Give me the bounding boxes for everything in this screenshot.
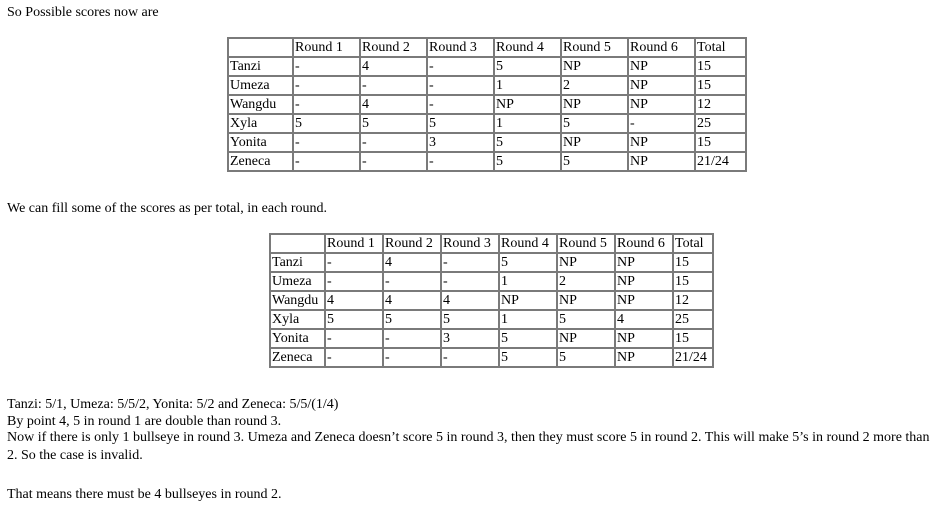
header-cell: Total	[695, 38, 746, 57]
score-cell: -	[441, 272, 499, 291]
score-cell: -	[427, 95, 494, 114]
header-row	[228, 38, 746, 57]
score-cell: NP	[615, 253, 673, 272]
score-cell: -	[360, 133, 427, 152]
header-cell: Round 3	[441, 234, 499, 253]
score-cell: 3	[441, 329, 499, 348]
score-cell: 1	[499, 272, 557, 291]
score-cell: 1	[494, 114, 561, 133]
header-row	[270, 234, 713, 253]
score-cell: 1	[499, 310, 557, 329]
table-row	[228, 95, 746, 114]
score-cell: 5	[293, 114, 360, 133]
score-cell: 25	[673, 310, 713, 329]
score-cell: -	[383, 272, 441, 291]
score-cell: 3	[427, 133, 494, 152]
score-cell: -	[325, 272, 383, 291]
intro-heading: So Possible scores now are	[7, 5, 159, 20]
score-cell: 4	[325, 291, 383, 310]
score-combinations-text: Tanzi: 5/1, Umeza: 5/5/2, Yonita: 5/2 and Zeneca: 5/5/(1/4)	[7, 397, 339, 412]
score-cell: NP	[628, 133, 695, 152]
score-cell: -	[293, 133, 360, 152]
score-cell: NP	[628, 152, 695, 171]
score-cell: 5	[383, 310, 441, 329]
table-row	[228, 114, 746, 133]
player-name-cell: Umeza	[228, 76, 293, 95]
filled-scores-table	[269, 233, 714, 368]
score-cell: -	[360, 76, 427, 95]
score-cell: NP	[628, 57, 695, 76]
score-cell: NP	[557, 253, 615, 272]
score-cell: -	[325, 329, 383, 348]
score-cell: 25	[695, 114, 746, 133]
player-name-cell: Zeneca	[270, 348, 325, 367]
player-name-cell: Tanzi	[270, 253, 325, 272]
possible-scores-table	[227, 37, 747, 172]
score-cell: NP	[557, 291, 615, 310]
score-cell: -	[293, 152, 360, 171]
score-cell: 5	[499, 253, 557, 272]
header-cell-blank	[270, 234, 325, 253]
player-name-cell: Yonita	[228, 133, 293, 152]
score-cell: 5	[441, 310, 499, 329]
score-cell: NP	[615, 272, 673, 291]
player-name-cell: Yonita	[270, 329, 325, 348]
score-cell: 12	[673, 291, 713, 310]
player-name-cell: Tanzi	[228, 57, 293, 76]
score-cell: 1	[494, 76, 561, 95]
score-cell: 5	[499, 348, 557, 367]
score-cell: 5	[557, 348, 615, 367]
table-row	[228, 133, 746, 152]
score-cell: -	[427, 57, 494, 76]
player-name-cell: Xyla	[270, 310, 325, 329]
header-cell: Round 1	[293, 38, 360, 57]
score-cell: 4	[360, 57, 427, 76]
score-cell: 15	[695, 76, 746, 95]
score-cell: 4	[441, 291, 499, 310]
score-cell: 15	[673, 272, 713, 291]
score-cell: 4	[383, 253, 441, 272]
conclusion-text: That means there must be 4 bullseyes in round 2.	[7, 487, 282, 502]
score-cell: 5	[561, 152, 628, 171]
score-cell: -	[383, 329, 441, 348]
score-cell: -	[360, 152, 427, 171]
player-name-cell: Xyla	[228, 114, 293, 133]
header-cell: Round 6	[628, 38, 695, 57]
score-cell: NP	[628, 95, 695, 114]
table-row	[270, 291, 713, 310]
score-cell: -	[325, 253, 383, 272]
score-cell: 5	[494, 133, 561, 152]
score-cell: 5	[499, 329, 557, 348]
header-cell: Round 5	[561, 38, 628, 57]
fill-scores-heading: We can fill some of the scores as per total, in each round.	[7, 201, 327, 216]
score-cell: NP	[615, 291, 673, 310]
table-row	[270, 310, 713, 329]
score-cell: 15	[673, 329, 713, 348]
score-cell: NP	[561, 95, 628, 114]
player-name-cell: Wangdu	[228, 95, 293, 114]
table-row	[270, 329, 713, 348]
score-cell: -	[383, 348, 441, 367]
score-cell: 15	[695, 133, 746, 152]
score-cell: 5	[494, 57, 561, 76]
score-cell: -	[427, 76, 494, 95]
point-4-text: By point 4, 5 in round 1 are double than round 3.	[7, 414, 282, 429]
score-cell: -	[427, 152, 494, 171]
player-name-cell: Zeneca	[228, 152, 293, 171]
score-cell: NP	[561, 133, 628, 152]
player-name-cell: Umeza	[270, 272, 325, 291]
score-cell: NP	[494, 95, 561, 114]
table-row	[228, 152, 746, 171]
header-cell: Round 3	[427, 38, 494, 57]
table-row	[228, 57, 746, 76]
score-cell: 5	[360, 114, 427, 133]
header-cell: Round 1	[325, 234, 383, 253]
score-cell: 4	[360, 95, 427, 114]
header-cell: Round 4	[499, 234, 557, 253]
score-cell: 5	[427, 114, 494, 133]
score-cell: 5	[557, 310, 615, 329]
score-cell: NP	[615, 348, 673, 367]
score-cell: 4	[615, 310, 673, 329]
score-cell: 5	[561, 114, 628, 133]
score-cell: NP	[615, 329, 673, 348]
score-cell: NP	[561, 57, 628, 76]
score-cell: -	[293, 57, 360, 76]
player-name-cell: Wangdu	[270, 291, 325, 310]
score-cell: NP	[499, 291, 557, 310]
score-cell: -	[628, 114, 695, 133]
score-cell: 21/24	[695, 152, 746, 171]
header-cell: Round 5	[557, 234, 615, 253]
header-cell: Round 4	[494, 38, 561, 57]
score-cell: 15	[695, 57, 746, 76]
header-cell: Round 6	[615, 234, 673, 253]
score-cell: 15	[673, 253, 713, 272]
score-cell: 2	[561, 76, 628, 95]
score-cell: -	[441, 348, 499, 367]
table-row	[270, 348, 713, 367]
score-cell: 4	[383, 291, 441, 310]
table-row	[270, 253, 713, 272]
score-cell: 5	[494, 152, 561, 171]
score-cell: 2	[557, 272, 615, 291]
header-cell: Total	[673, 234, 713, 253]
score-cell: 21/24	[673, 348, 713, 367]
reasoning-text: Now if there is only 1 bullseye in round 3. Umeza and Zeneca doesn’t score 5 in round 3, then they must score 5 in round 2. This will make 5’s in round 2 more than 2. So the case is invalid.	[7, 430, 930, 463]
score-cell: -	[325, 348, 383, 367]
table-row	[228, 76, 746, 95]
header-cell: Round 2	[383, 234, 441, 253]
header-cell-blank	[228, 38, 293, 57]
score-cell: NP	[628, 76, 695, 95]
score-cell: 5	[325, 310, 383, 329]
score-cell: -	[293, 95, 360, 114]
score-cell: 12	[695, 95, 746, 114]
header-cell: Round 2	[360, 38, 427, 57]
table-row	[270, 272, 713, 291]
score-cell: NP	[557, 329, 615, 348]
score-cell: -	[293, 76, 360, 95]
score-cell: -	[441, 253, 499, 272]
